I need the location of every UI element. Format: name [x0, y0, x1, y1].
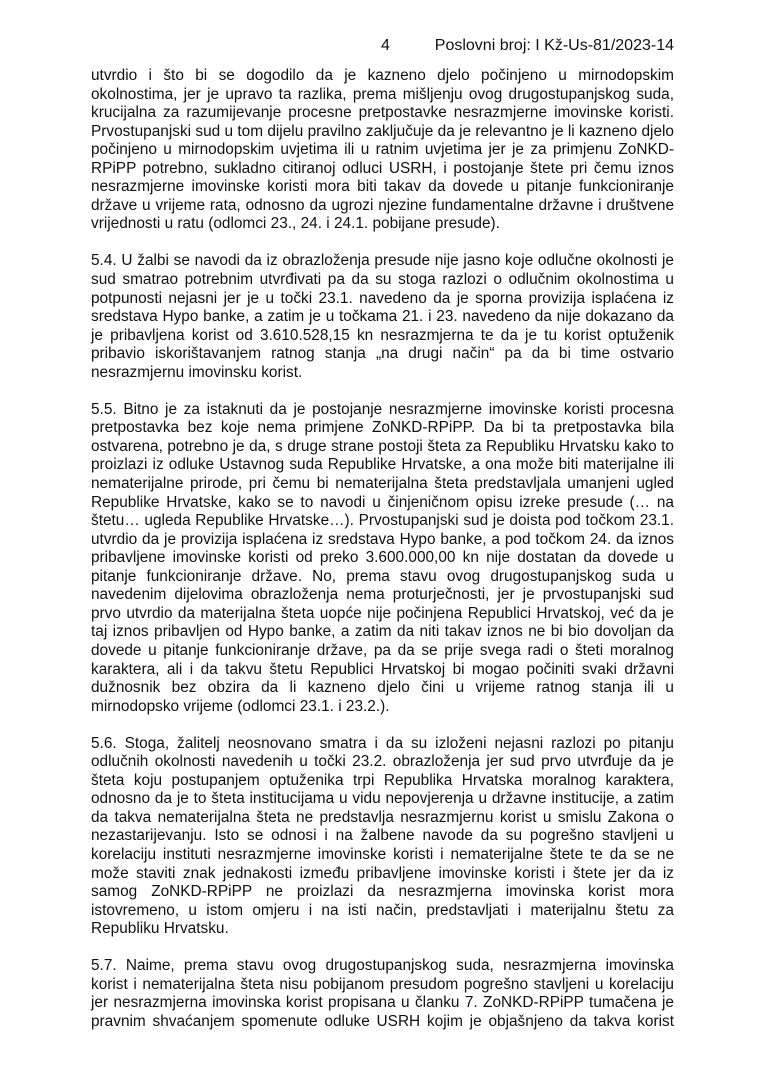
paragraph-continuation: utvrdio i što bi se dogodilo da je kazneno djelo počinjeno u mirnodopskim okolnostima, jer je upravo ta razlika, prema mišljenju ovog drugostupanjskog suda, krucijalna za razumijevanje procesne pretpostavke nesrazmjerne imovinske koristi. Prvostupanjski sud u tom dijelu pravilno zaključuje da je relevantno je li kazneno djelo počinjeno u mirnodopskim uvjetima ili u ratnim uvjetima jer je za primjenu ZoNKD-RPiPP potrebno, sukladno citiranoj odluci USRH, i postojanje štete pri čemu iznos nesrazmjerne imovinske koristi mora biti takav da dovede u pitanje funkcioniranje države u vrijeme rata, odnosno da ugrozi njezine fundamentalne državne i društvene vrijednosti u ratu (odlomci 23., 24. i 24.1. pobijane presude).: [91, 67, 674, 233]
document-body: [91, 67, 674, 1050]
paragraph-5-7: 5.7. Naime, prema stavu ovog drugostupanjskog suda, nesrazmjerna imovinska korist i nematerijalna šteta nisu pobijanom presudom pogrešno stavljeni u korelaciju jer nesrazmjerna imovinska korist propisana u članku 7. ZoNKD-RPiPP tumačena je pravnim shvaćanjem spomenute odluke USRH kojim je objašnjeno da takva korist: [91, 957, 674, 1030]
paragraph-5-4: 5.4. U žalbi se navodi da iz obrazloženja presude nije jasno koje odlučne okolnosti je sud smatrao potrebnim utvrđivati pa da su stoga razlozi o odlučnim okolnostima u potpunosti nejasni jer je u točki 23.1. navedeno da je sporna provizija isplaćena iz sredstava Hypo banke, a zatim je u točkama 21. i 23. navedeno da nije dokazano da je pribavljena korist od 3.610.528,15 kn nesrazmjerna te da je tu korist optuženik pribavio iskorištavanjem ratnog stanja „na drugi način“ pa da bi time ostvario nesrazmjernu imovinsku korist.: [91, 252, 674, 381]
page-header: [91, 37, 674, 57]
paragraph-5-6: 5.6. Stoga, žalitelj neosnovano smatra i da su izloženi nejasni razlozi po pitanju odlučnih okolnosti navedenih u točki 23.2. obrazloženja jer sud prvo utvrđuje da je šteta koju postupanjem optuženika trpi Republika Hrvatska moralnog karaktera, odnosno da je to šteta institucijama u vidu nepovjerenja u državne institucije, a zatim da takva nematerijalna šteta ne predstavlja nesrazmjernu korist u smislu Zakona o nezastarijevanju. Isto se odnosi i na žalbene navode da su pogrešno stavljeni u korelaciju instituti nesrazmjerne imovinske koristi i nematerijalne štete te da se ne može staviti znak jednakosti između pribavljene imovinske koristi i štete jer da iz samog ZoNKD-RPiPP ne proizlazi da nesrazmjerna imovinska korist mora istovremeno, u istom omjeru i na isti način, predstavljati i materijalnu štetu za Republiku Hrvatsku.: [91, 734, 674, 938]
page-number: 4: [381, 37, 390, 54]
paragraph-5-5: 5.5. Bitno je za istaknuti da je postojanje nesrazmjerne imovinske koristi procesna pretpostavka bez koje nema primjene ZoNKD-RPiPP. Da bi ta pretpostavka bila ostvarena, potrebno je da, s druge strane postoji šteta za Republiku Hrvatsku kako to proizlazi iz odluke Ustavnog suda Republike Hrvatske, a ona može biti materijalne ili nematerijalne prirode, pri čemu bi nematerijalna šteta predstavljala umanjeni ugled Republike Hrvatske, kako se to navodi u činjeničnom opisu izreke presude (… na štetu… ugleda Republike Hrvatske…). Prvostupanjski sud je doista pod točkom 23.1. utvrdio da je provizija isplaćena iz sredstava Hypo banke, a pod točkom 24. da iznos pribavljene imovinske koristi od preko 3.600.000,00 kn nije dostatan da dovede u pitanje funkcioniranje države. No, prema stavu ovog drugostupanjskog suda u navedenim dijelovima obrazloženja nema proturječnosti, jer je prvostupanjski sud prvo utvrdio da materijalna šteta uopće nije počinjena Republici Hrvatskoj, već da je taj iznos pribavljen od Hypo banke, a zatim da niti takav iznos ne bi bio dovoljan da dovede u pitanje funkcioniranje države, pa da se prije svega radi o šteti moralnog karaktera, ali i da takvu štetu Republici Hrvatskoj bi mogao počiniti svaki državni dužnosnik bez obzira da li kazneno djelo čini u vrijeme ratnog stanja ili u mirnodopsko vrijeme (odlomci 23.1. i 23.2.).: [91, 400, 674, 715]
case-number: Poslovni broj: I Kž-Us-81/2023-14: [434, 37, 674, 54]
